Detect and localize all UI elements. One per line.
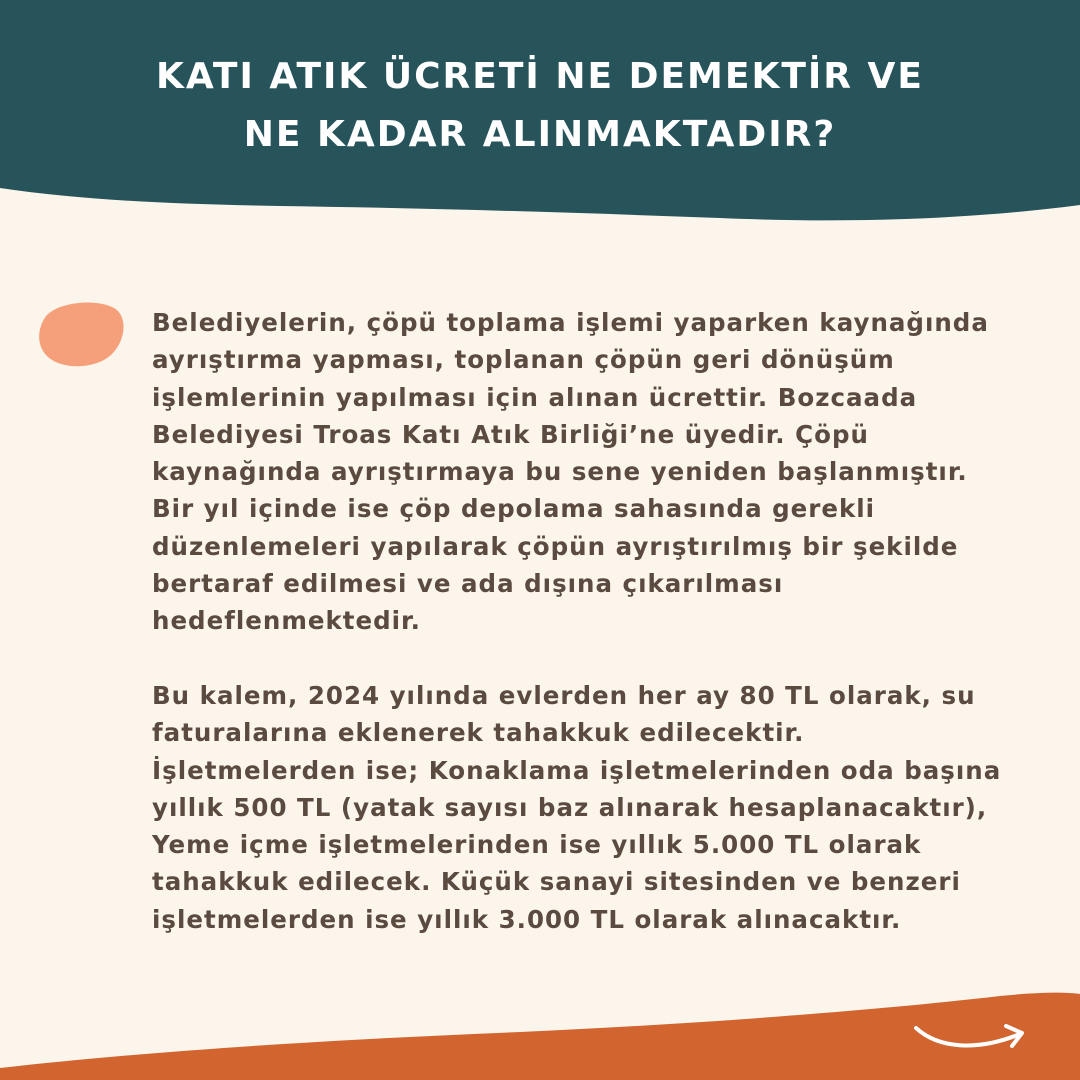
title-line-2: NE KADAR ALINMAKTADIR? xyxy=(243,114,837,155)
title-line-1: KATI ATIK ÜCRETİ NE DEMEKTİR VE xyxy=(155,56,925,97)
paragraph-2-line: faturalarına eklenerek tahakkuk edilecektir. xyxy=(152,718,805,748)
paragraph-1-line: Belediyelerin, çöpü toplama işlemi yaparken kaynağında xyxy=(152,308,989,337)
page-title xyxy=(40,48,1040,164)
paragraph-1-line: işlemlerinin yapılması için alınan ücrettir. Bozcaada xyxy=(152,382,918,412)
paragraph-2-line: Bu kalem, 2024 yılında evlerden her ay 80 TL olarak, su xyxy=(152,680,976,710)
paragraph-1-line: bertaraf edilmesi ve ada dışına çıkarılması xyxy=(152,569,784,599)
paragraph-2-line: tahakkuk edilecek. Küçük sanayi sitesinden ve benzeri xyxy=(152,867,961,897)
paragraph-1-line: ayrıştırma yapması, toplanan çöpün geri dönüşüm xyxy=(152,345,895,375)
paragraph-2-line: Yeme içme işletmelerinden ise yıllık 5.000 TL olarak xyxy=(152,830,922,860)
paragraph-gap xyxy=(152,640,1032,677)
curved-arrow-right-icon[interactable] xyxy=(912,1016,1032,1060)
paragraph-1-line: Belediyesi Troas Katı Atık Birliği’ne üyedir. Çöpü xyxy=(152,419,869,449)
paragraph-1-line: kaynağında ayrıştırmaya bu sene yeniden başlanmıştır. xyxy=(152,457,968,487)
paragraph-2-line: İşletmelerden ise; Konaklama işletmelerinden oda başına xyxy=(152,755,1002,785)
paragraph-2-line: işletmelerden ise yıllık 3.000 TL olarak alınacaktır. xyxy=(152,904,902,934)
paragraph-2-line: yıllık 500 TL (yatak sayısı baz alınarak hesaplanacaktır), xyxy=(152,792,988,822)
paragraph-1-line: Bir yıl içinde ise çöp depolama sahasında gerekli xyxy=(152,494,876,524)
paragraph-1-line: düzenlemeleri yapılarak çöpün ayrıştırılmış bir şekilde xyxy=(152,531,959,561)
orange-blob-icon xyxy=(38,300,128,368)
paragraph-1-line: hedeflenmektedir. xyxy=(152,606,421,636)
body-text xyxy=(152,304,1032,938)
